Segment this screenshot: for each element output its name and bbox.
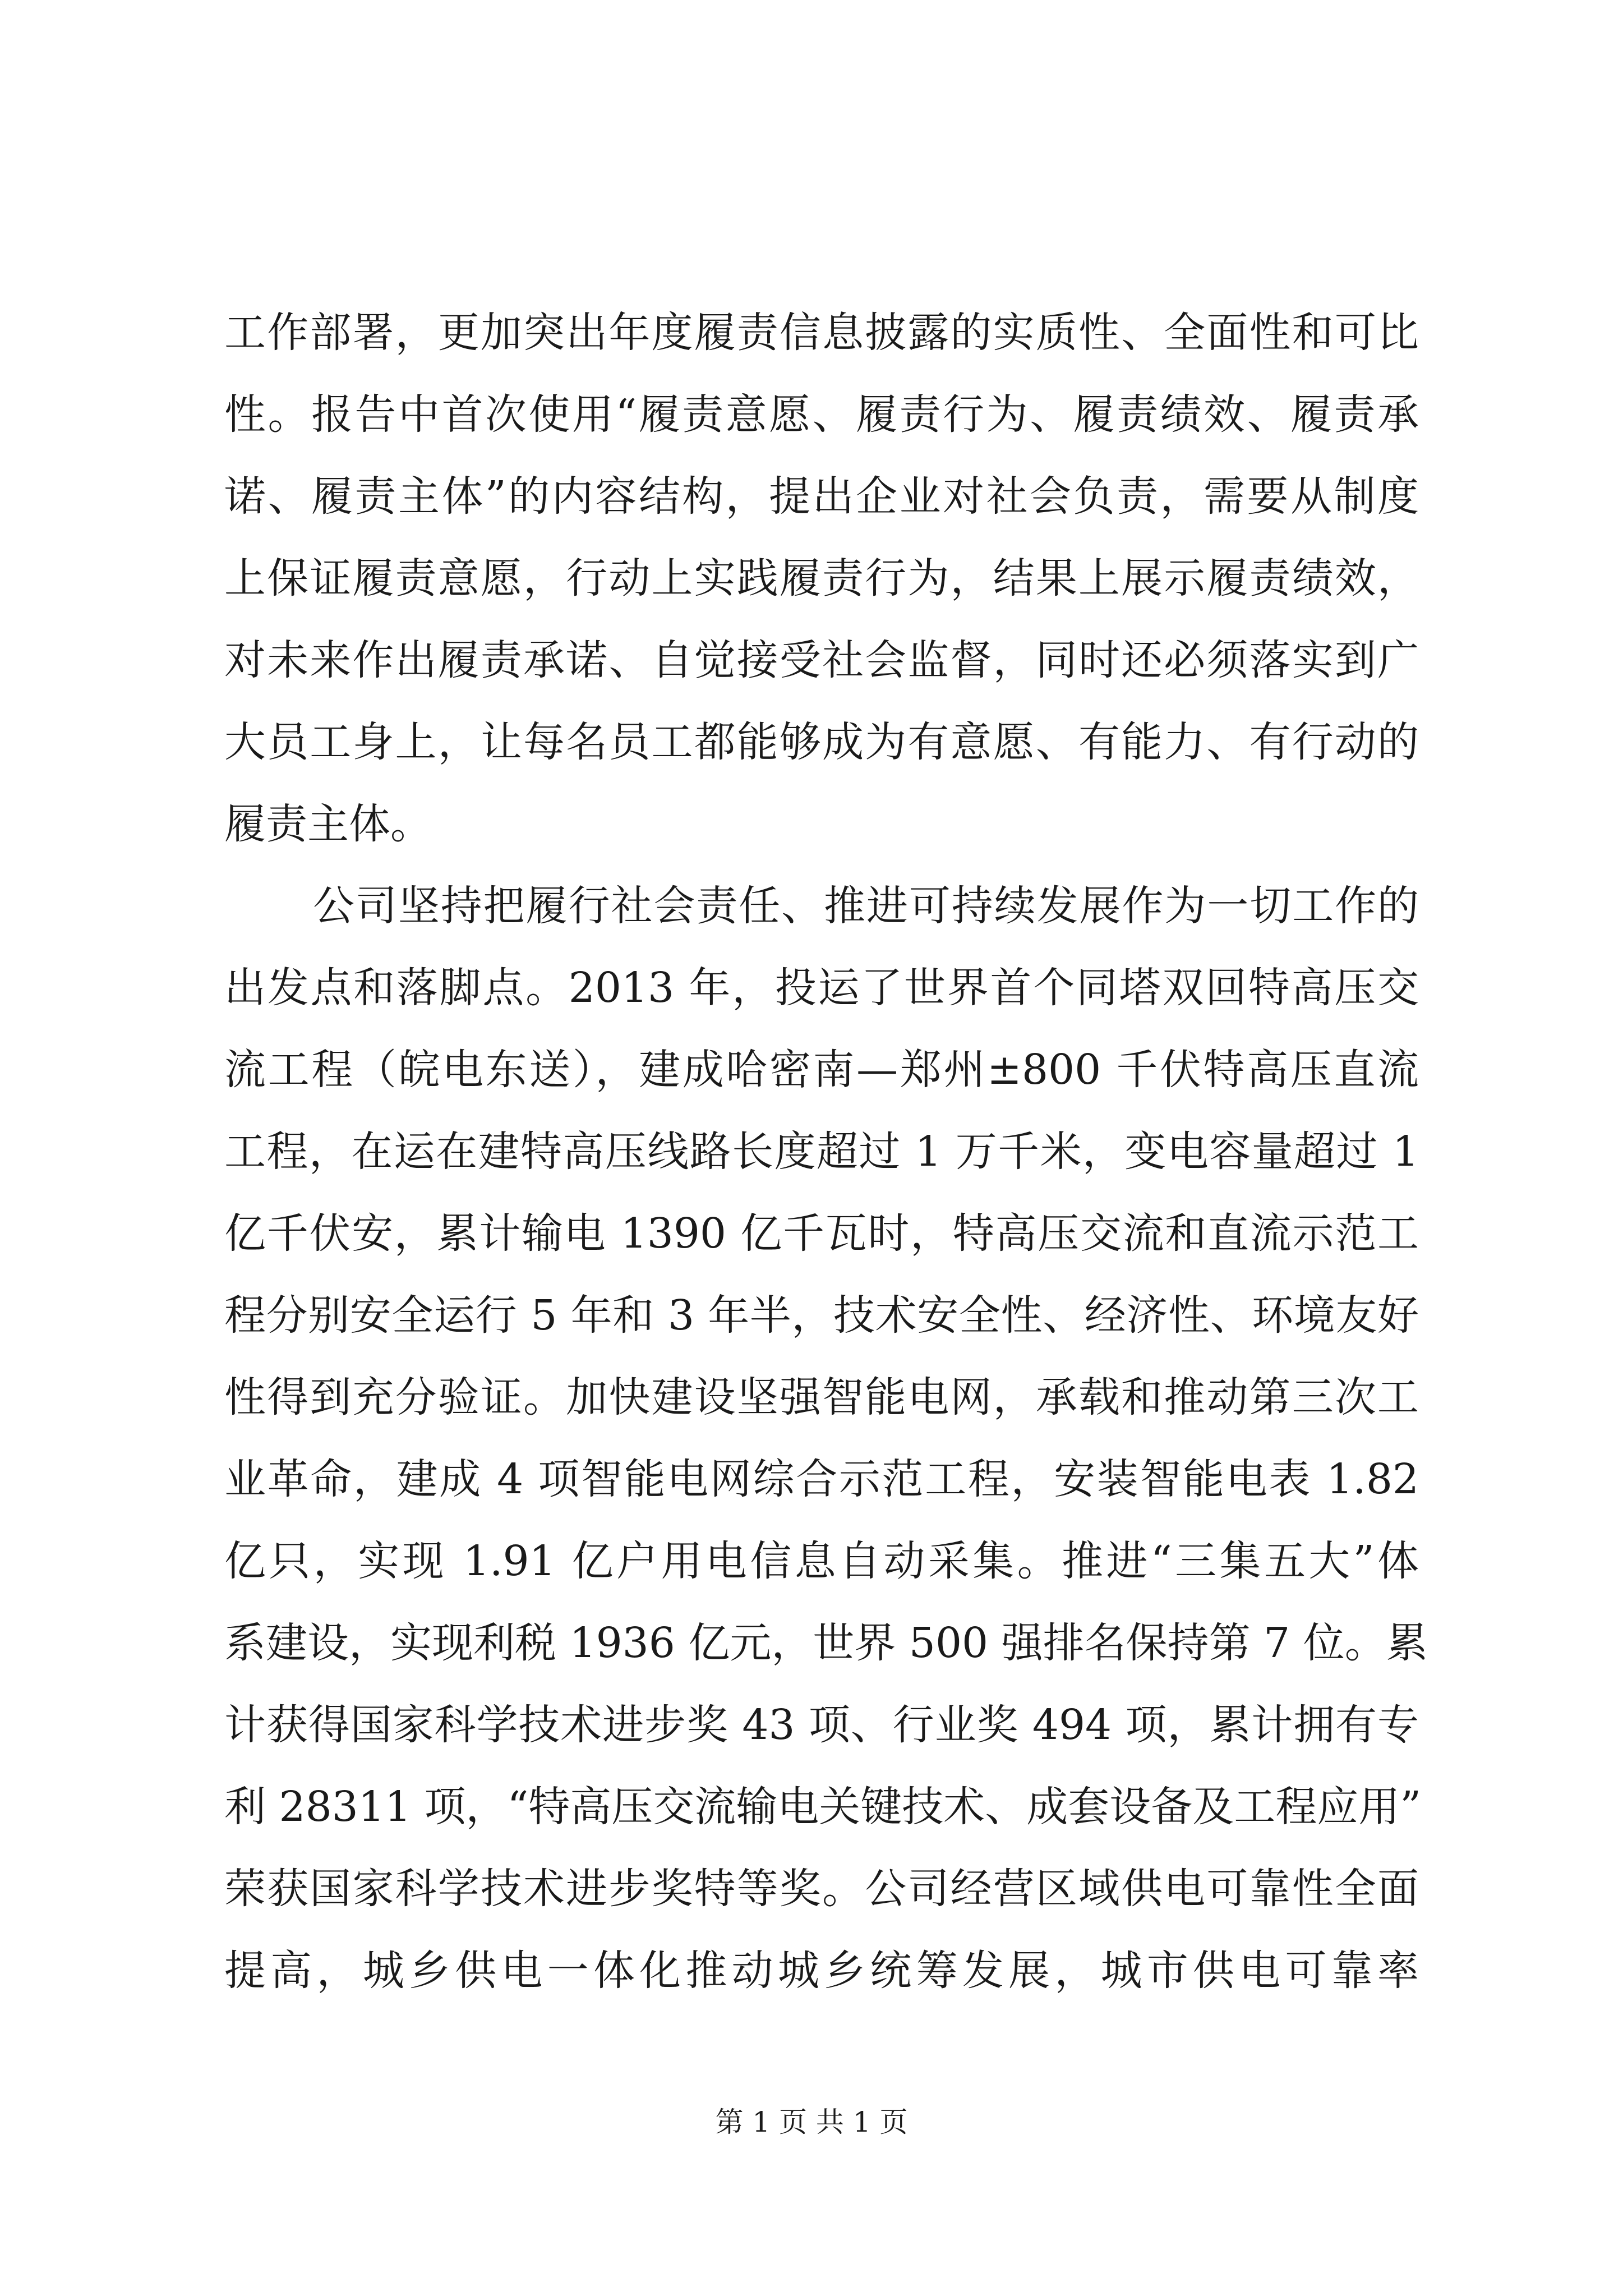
text-line: 提高，城乡供电一体化推动城乡统筹发展，城市供电可靠率 [224,1947,1419,1995]
text-line: 计获得国家科学技术进步奖 43 项、行业奖 494 项，累计拥有专 [224,1701,1419,1749]
text-line: 荣获国家科学技术进步奖特等奖。公司经营区域供电可靠性全面 [224,1865,1419,1913]
text-line: 公司坚持把履行社会责任、推进可持续发展作为一切工作的 [313,882,1419,930]
text-line: 性得到充分验证。加快建设坚强智能电网，承载和推动第三次工 [224,1373,1419,1421]
text-line: 上保证履责意愿，行动上实践履责行为，结果上展示履责绩效， [224,554,1419,602]
text-line: 出发点和落脚点。2013 年，投运了世界首个同塔双回特高压交 [224,964,1419,1012]
text-line: 业革命，建成 4 项智能电网综合示范工程，安装智能电表 1.82 [224,1455,1419,1503]
text-line: 程分别安全运行 5 年和 3 年半，技术安全性、经济性、环境友好 [224,1291,1419,1340]
text-line: 履责主体。 [224,800,432,848]
text-line: 对未来作出履责承诺、自觉接受社会监督，同时还必须落实到广 [224,636,1419,684]
text-line: 利 28311 项，“特高压交流输电关键技术、成套设备及工程应用” [224,1783,1422,1831]
text-line: 工作部署，更加突出年度履责信息披露的实质性、全面性和可比 [224,309,1419,357]
text-line: 诺、履责主体”的内容结构，提出企业对社会负责，需要从制度 [224,472,1419,521]
text-line: 大员工身上，让每名员工都能够成为有意愿、有能力、有行动的 [224,718,1419,766]
body-text [224,292,1428,2012]
text-line: 性。报告中首次使用“履责意愿、履责行为、履责绩效、履责承 [224,390,1419,439]
text-line: 工程，在运在建特高压线路长度超过 1 万千米，变电容量超过 1 [224,1128,1419,1176]
page-number-footer: 第 1 页 共 1 页 [715,2106,908,2138]
text-line: 亿只，实现 1.91 亿户用电信息自动采集。推进“三集五大”体 [224,1537,1419,1585]
text-line: 亿千伏安，累计输电 1390 亿千瓦时，特高压交流和直流示范工 [224,1209,1419,1258]
text-line: 流工程（皖电东送），建成哈密南—郑州±800 千伏特高压直流 [224,1046,1419,1094]
text-line: 系建设，实现利税 1936 亿元，世界 500 强排名保持第 7 位。累 [224,1619,1428,1667]
